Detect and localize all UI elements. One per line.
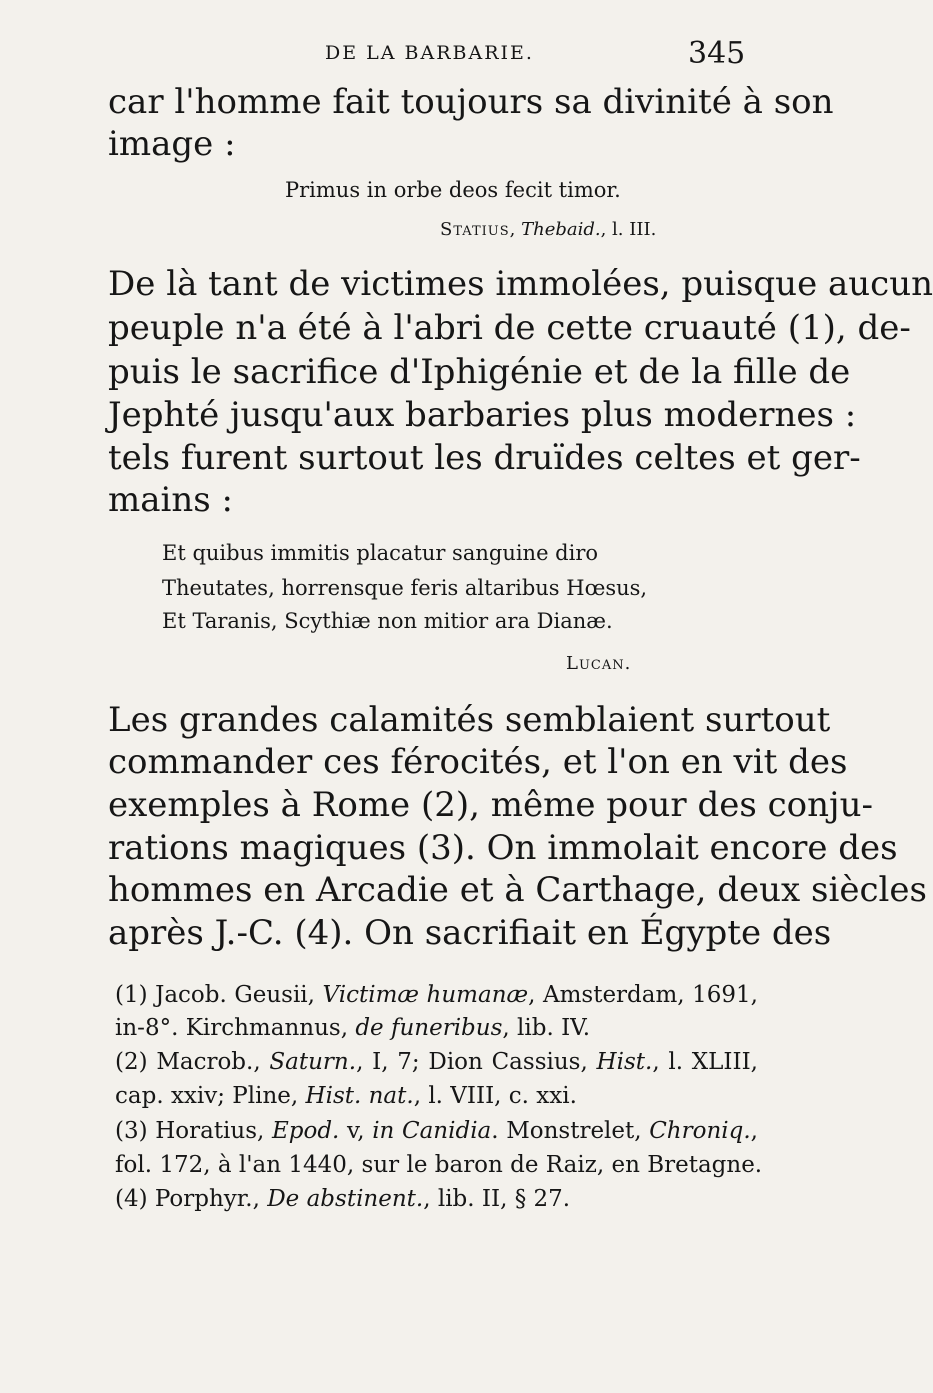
body-line: exemples à Rome (2), même pour des conju- bbox=[108, 785, 873, 825]
footnote-2: (2) Macrob., Saturn., I, 7; Dion Cassius, Hist., l. XLIII, bbox=[115, 1049, 758, 1075]
attribution-ref: , l. III. bbox=[600, 219, 657, 240]
body-line: puis le sacrifice d'Iphigénie et de la fille de bbox=[108, 352, 851, 392]
body-line: Jephté jusqu'aux barbaries plus modernes : bbox=[108, 395, 857, 435]
footnote-1: (1) Jacob. Geusii, Victimæ humanæ, Amsterdam, 1691, bbox=[115, 982, 758, 1008]
footnote-3: (3) Horatius, Epod. v, in Canidia. Monstrelet, Chroniq., bbox=[115, 1118, 758, 1144]
body-line: rations magiques (3). On immolait encore des bbox=[108, 828, 898, 868]
body-line: De là tant de victimes immolées, puisque aucun bbox=[108, 264, 933, 304]
body-line: commander ces férocités, et l'on en vit des bbox=[108, 742, 848, 782]
quote-attribution: Statius, Thebaid., l. III. bbox=[440, 219, 657, 240]
attribution-author: Lucan. bbox=[566, 653, 632, 674]
attribution-work: Thebaid. bbox=[521, 219, 601, 240]
footnote-2-cont: cap. xxiv; Pline, Hist. nat., l. VIII, c. xxi. bbox=[115, 1083, 577, 1109]
quote-attribution bbox=[566, 652, 631, 676]
verse-line: Theutates, horrensque feris altaribus Hœsus, bbox=[162, 576, 648, 600]
verse-quote: Primus in orbe deos fecit timor. bbox=[285, 178, 621, 202]
body-line: mains : bbox=[108, 480, 233, 520]
footnote-1-cont: in-8°. Kirchmannus, de funeribus, lib. IV. bbox=[115, 1015, 591, 1041]
footnote-3-cont: fol. 172, à l'an 1440, sur le baron de Raiz, en Bretagne. bbox=[115, 1152, 763, 1178]
body-line: peuple n'a été à l'abri de cette cruauté (1), de- bbox=[108, 308, 911, 348]
page-number: 345 bbox=[688, 36, 746, 71]
body-line: car l'homme fait toujours sa divinité à son bbox=[108, 82, 834, 122]
running-title: DE LA BARBARIE. bbox=[325, 42, 534, 64]
body-line: image : bbox=[108, 124, 236, 164]
footnote-4: (4) Porphyr., De abstinent., lib. II, § 27. bbox=[115, 1186, 571, 1212]
verse-line: Et Taranis, Scythiæ non mitior ara Dianæ. bbox=[162, 609, 613, 633]
body-line: hommes en Arcadie et à Carthage, deux siècles bbox=[108, 870, 927, 910]
body-line: après J.-C. (4). On sacrifiait en Égypte des bbox=[108, 913, 832, 953]
attribution-author: Statius bbox=[440, 219, 510, 240]
body-line: tels furent surtout les druïdes celtes et ger- bbox=[108, 438, 861, 478]
body-line: Les grandes calamités semblaient surtout bbox=[108, 700, 831, 740]
verse-line: Et quibus immitis placatur sanguine diro bbox=[162, 541, 599, 565]
